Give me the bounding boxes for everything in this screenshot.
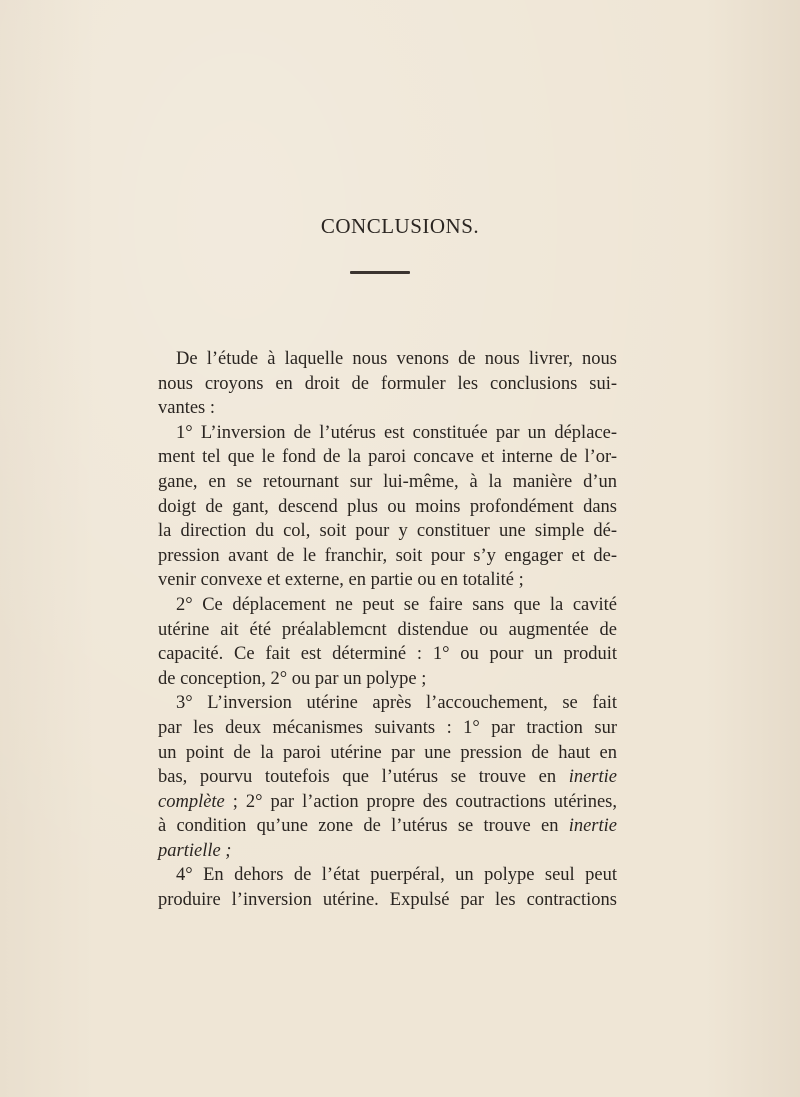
text-line [158, 421, 617, 446]
line-text: bas, pourvu toutefois que l’utérus se trouve en [158, 767, 569, 788]
line-text: vantes : [158, 398, 216, 419]
text-line [158, 863, 617, 888]
text-line [158, 642, 617, 667]
text-line [158, 888, 617, 913]
emphasis-text: inertie [568, 816, 617, 837]
text-line [158, 691, 617, 716]
page-title: CONCLUSIONS. [320, 214, 480, 238]
line-text: venir convexe et externe, en partie ou en totalité ; [158, 570, 524, 591]
line-text: 1° L’inversion de l’utérus est constituée par un déplace- [176, 422, 617, 443]
text-line [158, 372, 617, 397]
text-line [158, 445, 617, 470]
text-line [158, 618, 617, 643]
line-text: capacité. Ce fait est déterminé : 1° ou pour un produit [158, 644, 617, 665]
text-line [158, 396, 617, 421]
line-text: utérine ait été préalablemcnt distendue ou augmentée de [158, 619, 617, 640]
line-text: un point de la paroi utérine par une pression de haut en [158, 742, 617, 763]
text-line [158, 347, 617, 372]
line-text: gane, en se retournant sur lui-même, à la manière d’un [158, 471, 617, 492]
line-text: 2° Ce déplacement ne peut se faire sans que la cavité [176, 594, 617, 615]
text-line [158, 568, 617, 593]
line-text: produire l’inversion utérine. Expulsé par les contractions [158, 890, 617, 911]
text-line [158, 765, 617, 790]
text-line [158, 593, 617, 618]
text-line [158, 839, 617, 864]
line-text: 3° L’inversion utérine après l’accouchement, se fait [176, 693, 617, 714]
emphasis-text: complète [158, 791, 225, 812]
text-line [158, 519, 617, 544]
text-line [158, 470, 617, 495]
emphasis-text: partielle ; [158, 840, 232, 861]
title-rule [350, 271, 410, 274]
line-text: nous croyons en droit de formuler les conclusions sui- [158, 373, 617, 394]
text-line [158, 667, 617, 692]
line-text: ment tel que le fond de la paroi concave et interne de l’or- [158, 447, 617, 468]
text-line [158, 741, 617, 766]
text-line [158, 495, 617, 520]
line-text: pression avant de le franchir, soit pour s’y engager et de- [158, 545, 617, 566]
line-text: à condition qu’une zone de l’utérus se trouve en [158, 816, 569, 837]
text-line [158, 814, 617, 839]
line-text: la direction du col, soit pour y constituer une simple dé- [158, 521, 617, 542]
line-text: ; 2° par l’action propre des coutractions utérines, [224, 791, 617, 812]
text-line [158, 544, 617, 569]
text-line [158, 790, 617, 815]
text-line [158, 716, 617, 741]
line-text: par les deux mécanismes suivants : 1° par traction sur [158, 717, 617, 738]
emphasis-text: inertie [568, 767, 617, 788]
line-text: de conception, 2° ou par un polype ; [158, 668, 427, 689]
line-text: De l’étude à laquelle nous venons de nous livrer, nous [176, 349, 617, 369]
body-text [158, 347, 617, 913]
line-text: 4° En dehors de l’état puerpéral, un polype seul peut [176, 865, 617, 886]
line-text: doigt de gant, descend plus ou moins profondément dans [158, 496, 617, 517]
